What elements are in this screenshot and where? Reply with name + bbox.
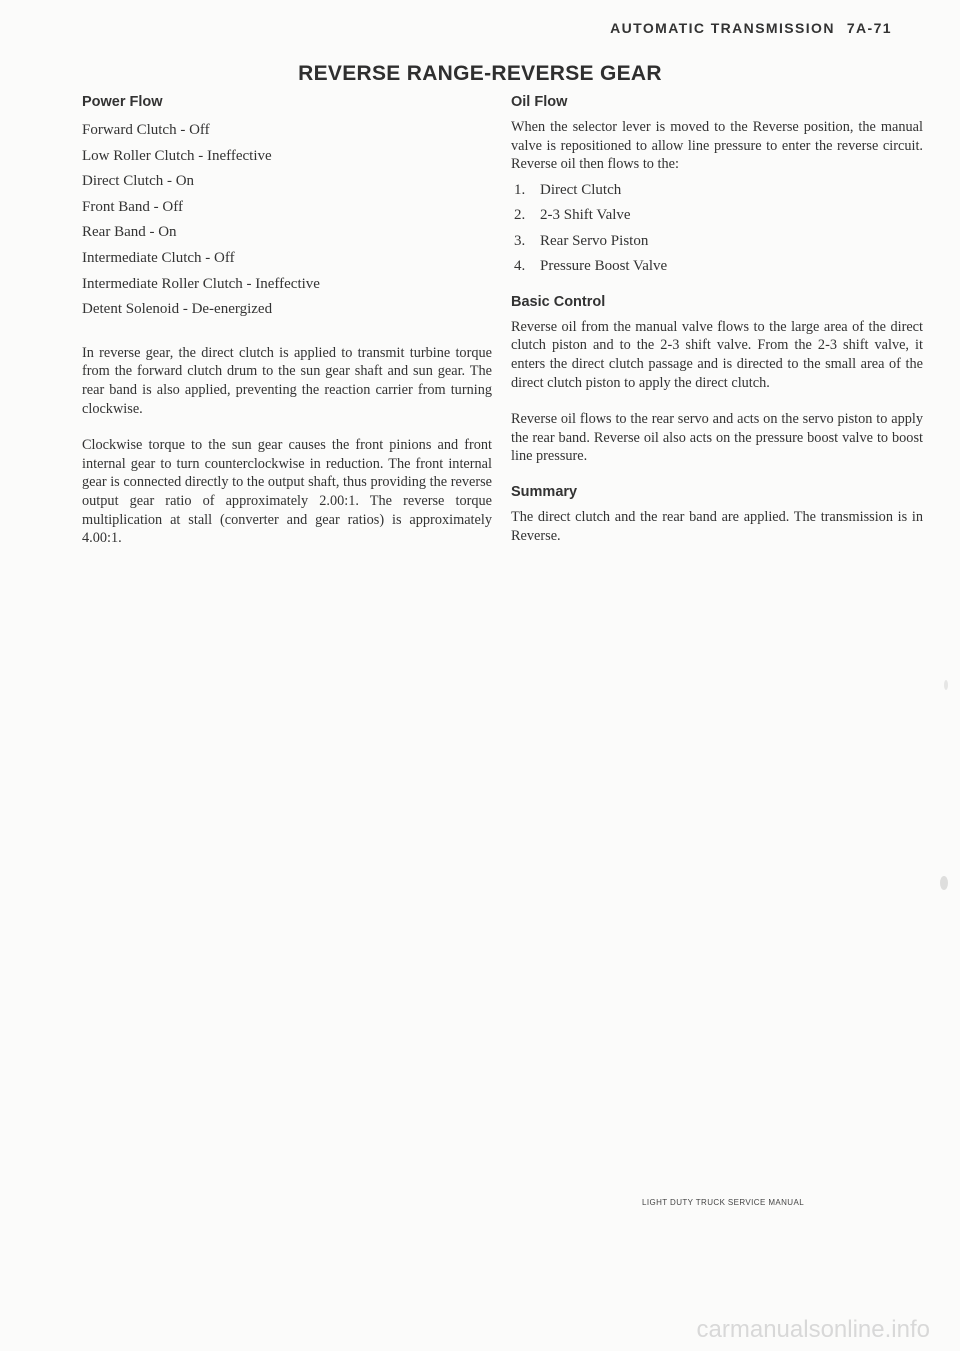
list-item (511, 229, 923, 255)
page-number: 7A-71 (846, 20, 892, 36)
running-header (610, 20, 892, 36)
power-flow-list (82, 118, 492, 323)
oil-flow-list (511, 178, 923, 280)
basic-control-paragraph-1: Reverse oil from the manual valve flows to the large area of the direct clutch piston and to the 2-3 shift valve. From the 2-3 shift valve, it enters the direct clutch passage and is directed to the small area of the direct clutch piston to apply the direct clutch. (511, 318, 923, 391)
page-title: REVERSE RANGE-REVERSE GEAR (298, 62, 662, 85)
footer-manual-title: LIGHT DUTY TRUCK SERVICE MANUAL (642, 1198, 805, 1207)
list-item-number: 1. (514, 181, 526, 198)
summary-heading: Summary (511, 483, 578, 500)
list-item (511, 254, 923, 280)
list-item: Rear Band - On (82, 224, 177, 241)
list-item: Low Roller Clutch - Ineffective (82, 147, 272, 164)
running-header-section: AUTOMATIC TRANSMISSION (610, 20, 835, 36)
list-item-number: 3. (514, 232, 526, 249)
list-item: Forward Clutch - Off (82, 122, 210, 138)
right-column (511, 94, 923, 563)
list-item (511, 178, 923, 204)
scan-smudge (944, 680, 948, 690)
list-item-number: 4. (514, 258, 526, 275)
torque-paragraph: Clockwise torque to the sun gear causes the front pinions and front internal gear to turn counterclockwise in reduction. The front internal gear is connected directly to the output shaft, thus providing the reverse output gear ratio of approximately 2.00:1. The reverse torque multiplication at stall (converter and gear ratios) is approximately 4.00:1. (82, 437, 492, 547)
list-item-text: Direct Clutch (540, 181, 622, 198)
scan-smudge (940, 876, 948, 890)
list-item-number: 2. (514, 207, 526, 224)
list-item: Intermediate Clutch - Off (82, 249, 235, 266)
list-item: Intermediate Roller Clutch - Ineffective (82, 275, 320, 292)
list-item-text: Pressure Boost Valve (540, 258, 668, 275)
list-item (511, 203, 923, 229)
list-item-text: Rear Servo Piston (540, 232, 649, 249)
power-flow-heading: Power Flow (82, 94, 163, 110)
reverse-gear-paragraph: In reverse gear, the direct clutch is applied to transmit turbine torque from the forward clutch drum to the sun gear shaft and sun gear. The rear band is also applied, preventing the reaction carrier from turning clockwise. (82, 344, 492, 417)
summary-paragraph: The direct clutch and the rear band are applied. The transmission is in Reverse. (511, 508, 923, 544)
watermark: carmanualsonline.info (696, 1316, 930, 1343)
oil-flow-heading: Oil Flow (511, 94, 568, 110)
list-item: Detent Solenoid - De-energized (82, 301, 273, 318)
left-column (82, 94, 492, 566)
oil-flow-intro: When the selector lever is moved to the Reverse position, the manual valve is repositioned to allow line pressure to enter the reverse circuit. Reverse oil then flows to the: (511, 119, 923, 173)
list-item: Direct Clutch - On (82, 173, 195, 190)
basic-control-paragraph-2: Reverse oil flows to the rear servo and acts on the servo piston to apply the rear band. Reverse oil also acts on the pressure boost valve to boost line pressure. (511, 411, 923, 465)
basic-control-heading: Basic Control (511, 293, 606, 310)
list-item-text: 2-3 Shift Valve (540, 207, 631, 224)
list-item: Front Band - Off (82, 198, 183, 215)
